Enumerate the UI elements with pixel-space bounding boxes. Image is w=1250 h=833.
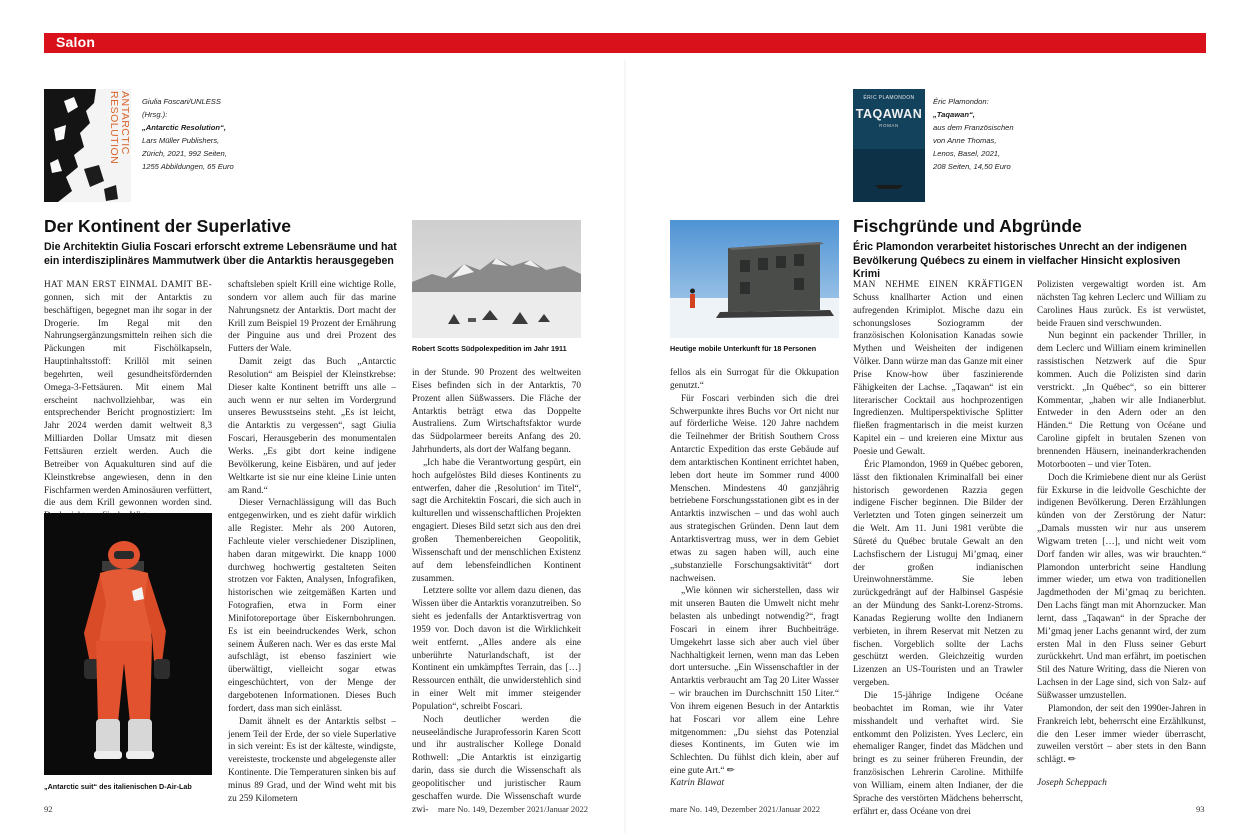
column-5-paragraph-2: Éric Plamondon, 1969 in Québec geboren, lässt den fiktionalen Kriminalfall bei einer historisch gewordenen Razzia gegen indigene Fischer beginnen. Die Bilder der Verletzten und Toten gingen seinerzeit um die Welt. Am 11. Juni 1981 verübte die Sûreté du Québec brutale Gewalt an den Lachsfischern der Listuguj Mi’gmaq, einer der großen indianischen Ureinwohnerstämme. Sie leben zurückgedrängt auf der Halbinsel Gaspésie an der Mündung des Sankt-Lorenz-Stroms. Kanadas Regierung wollte den Indianern verbieten, in ihrem Reservat mit Netzen zu fischen. Vorgeblich sollte der Lachs geschützt werden. Gleichzeitig wurden Lizenzen an US-Touristen und an Trawler vergeben.: [853, 459, 1023, 689]
book-translation: aus dem Französischen: [933, 123, 1014, 132]
folio-right: mare No. 149, Dezember 2021/Januar 2022: [670, 804, 821, 814]
column-5-paragraph-3: Die 15-jährige Indigene Océane beobachtet im Roman, wie ihr Vater misshandelt und verhaftet wird. Sie entkommt den Polizisten. Yves Leclerc, ein ehemaliger Ranger, findet das Mädchen und bringt es zu seiner früheren Freundin, der französischen Lehrerin Caroline. Mithilfe von William, einem alten Indianer, der die Sprache des verstörten Mädchens beherrscht, erfährt er, dass Océane von drei: [853, 691, 1023, 817]
article-column-2: [228, 279, 396, 804]
column-3-paragraph-3: Letztere sollte vor allem dazu dienen, das Wissen über die Antarktis voranzutreiben. So sieht es jedenfalls der Antarktisvertrag von 1959 vor. Doch davon ist die Wirklichkeit weit entfernt. „Alles andere als eine unberührte Naturlandschaft, ist der Kontinent ein umkämpftes Terrain, das […] Ressourcen enthält, die unwiderstehlich sind in einer Welt mit immer steigender Population“, schreibt Foscari.: [412, 586, 581, 712]
book-publisher-right: Lenos, Basel, 2021,: [933, 149, 1001, 158]
book-place-pages: Zürich, 2021, 992 Seiten,: [142, 149, 227, 158]
book-pages-price: 208 Seiten, 14,50 Euro: [933, 162, 1011, 171]
column-2-paragraph-1: schaftsleben spielt Krill eine wichtige Rolle, sondern vor allem auch für das marine Nahrungsnetz der Antarktis. Dort macht der Krill zum Beispiel 19 Prozent der Ernährung der Pinguine aus und drei Prozent des Futters der Wale.: [228, 280, 396, 355]
book-editor: Giulia Foscari/UNLESS: [142, 97, 221, 106]
book-cover-antarctic-resolution: [44, 89, 131, 202]
column-5-paragraph-1: Schuss knallharter Action und einen aufregenden Krimiplot. Mische dazu ein schonungsloses Soziogramm der französischen Kolonisation Kanadas sowie Mythen und Weisheiten der indigenen Völker. Dann würze man das Ganze mit einer Prise Know-how über faszinierende Fähigkeiten der Lachse. „Taqawan“ ist ein literarischer Cocktail aus hochprozentigen Ingredienzen. Multiperspektivische Splitter fließen fragmentarisch in die meist kurzen Kapitel ein – und kreieren eine Mixtur aus Poesie und Gewalt.: [853, 292, 1023, 457]
column-2-paragraph-4: Damit ähnelt es der Antarktis selbst – jenem Teil der Erde, der so viele Superlative in sich vereint: Es ist der kälteste, windigste, vereisteste, trockenste und abgelegenste aller Kontinente. Die Temperaturen sinken bis auf minus 89 Grad, und der Wind weht mit bis zu 259 Kilometern: [228, 716, 396, 804]
caption-antarctic-suit: „Antarctic suit“ des italienischen D-Air-Lab: [44, 782, 192, 791]
lead-in-caps: HAT MAN ERST EINMAL DAMIT BE-: [44, 280, 212, 290]
page-gutter: [624, 60, 626, 833]
article-column-4: [670, 367, 839, 777]
photo-mobile-unit: [670, 220, 839, 338]
book-details-left: [142, 95, 252, 173]
cover-title-taqawan: TAQAWAN: [855, 107, 923, 121]
article-column-5: [853, 279, 1023, 817]
column-6-paragraph-1: Polizisten vergewaltigt worden ist. Am nächsten Tag kehren Leclerc und William zu Carolines Haus zurück. Es ist verwüstet, beide Frauen sind verschwunden.: [1037, 280, 1206, 329]
book-title-right: „Taqawan“,: [933, 110, 975, 119]
column-3-paragraph-2: „Ich habe die Verantwortung gespürt, ein hoch aufgelöstes Bild dieses Kontinents zu entwerfen, daher die ‚Resolution‘ im Titel“, sagt die Architektin Foscari, die sich auch in kulturellen und wissenschaftlichen Projekten engagiert. Dieses Bild setzt sich aus den drei großen Themenbereichen Geopolitik, Wissenschaft und der menschlichen Existenz auf dem lebensfeindlichen Kontinent zusammen.: [412, 457, 581, 584]
headline-right: Fischgründe und Abgründe: [853, 216, 1082, 236]
deck-right: Éric Plamondon verarbeitet historisches Unrecht an der indigenen Bevölkerung Québecs zu einem in vielfacher Hinsicht explosiven Krimi: [853, 241, 1187, 280]
book-translator: von Anne Thomas,: [933, 136, 997, 145]
column-3-paragraph-4: Noch deutlicher werden die neuseeländische Juraprofessorin Karen Scott und ihr australischer Kollege Donald Rothwell: „Die Antarktis ist einzigartig darin, dass sie durch die Wissenschaft als geopolitischer und juristischer Raum geschaffen wurde. Die Wissenschaft wurde zwi-: [412, 714, 581, 815]
section-title: Salon: [56, 34, 96, 50]
book-illustrations-price: 1255 Abbildungen, 65 Euro: [142, 162, 234, 171]
page-number-left: 92: [44, 804, 53, 814]
page-number-right: 93: [1196, 804, 1205, 814]
column-6-paragraph-4: Plamondon, der seit den 1990er-Jahren in Frankreich lebt, beherrscht eine Erzählkunst, die den Leser immer wieder überrascht, zuweilen verstört – aber stets in den Bann schlägt. ✏: [1037, 703, 1206, 766]
book-publisher: Lars Müller Publishers,: [142, 136, 220, 145]
article-column-1: [44, 279, 212, 509]
cover-subtitle: ROMAN: [879, 123, 899, 128]
section-banner: [44, 33, 1206, 53]
column-6-paragraph-3: Doch die Krimiebene dient nur als Gerüst für Exkurse in die leidvolle Geschichte der indigenen Bevölkerung. Deren Erzählungen künden von der Zerstörung der Natur: „Damals mussten wir nur aus unserem Wigwam treten […], und nicht weit vom Dorf fanden wir alles, was wir brauchten.“ Plamondon unterbricht seine Handlung immer wieder, um etwa von traditionellen Jagdmethoden der Mi’gmaq zu berichten. Den Lachs fängt man mit Ahornzucker. Man lernt, dass „Taqawan“ in der Sprache der Mi’gmaq jener Lachs genannt wird, der zum ersten Mal in den Fluss seiner Geburt zurückkehrt. Und man erfährt, im poetischen Stil des Nature Writing, dass die Nieren von Lachsen in der Lage sind, sich von Salz- auf Süßwasser umzustellen.: [1037, 472, 1206, 701]
photo-scott-expedition: [412, 220, 581, 338]
column-4-paragraph-1: fellos als ein Surrogat für die Okkupation genutzt.“: [670, 368, 839, 391]
deck-left: Die Architektin Giulia Foscari erforscht extreme Lebensräume und hat ein interdisziplinäres Mammutwerk über die Antarktis herausgegeben: [44, 241, 397, 267]
column-4-paragraph-3: „Wie können wir sicherstellen, dass wir mit unseren Bauten die Umwelt nicht mehr belasten als unbedingt notwendig?“, fragt Foscari in einem ihrer Buchbeiträge. Umgekehrt lasse sich aber auch viel über Nachhaltigkeit lernen, wenn man das Leben dort untersuche. „Ein Wissenschaftler in der Antarktis verbraucht am Tag 20 Liter Wasser – wir brauchen im Durchschnitt 150 Liter.“ Von ihrem eigenen Besuch in der Antarktis hat Foscari vor allem eine Lehre mitgenommen: „Du siehst das Potenzial dieses Kontinents, im Guten wie im Schlechten. Du fühlst dich klein, aber auf eine gute Art.“ ✏: [670, 586, 839, 777]
folio-left: mare No. 149, Dezember 2021/Januar 2022: [438, 804, 589, 814]
book-author: Éric Plamondon:: [933, 97, 989, 106]
column-2-paragraph-3: Dieser Vernachlässigung will das Buch entgegenwirken, und es zieht dafür wirklich alle Register. Mehr als 200 Autoren, Fachleute vieler verschiedener Disziplinen, haben daran mitgewirkt. Die knapp 1000 durchweg hochwertig gestalteten Seiten strotzen vor Fakten, Analysen, Infografiken, historischen wie zeitgemäßen Karten und Fotografien, etwa in Form einer Minifotoreportage über Eiskernbohrungen. Es ist ein beeindruckendes Werk, schon seinem Äußeren nach. Wer es das erste Mal aufschlägt, ist ebenso fasziniert wie überwältigt, vielleicht sogar etwas eingeschüchtert, von der Menge der dargebotenen Informationen. Dieses Buch fordert, dass man sich einlässt.: [228, 498, 396, 714]
column-6-paragraph-2: Nun beginnt ein packender Thriller, in dem Leclerc und William einem kriminellen rassistischen Netzwerk auf die Spur kommen. Auch die Polizisten sind darin verstrickt. „In Québec“, so ein bitterer Kommentar, „haben wir alle Indianerblut. Entweder in den Adern oder an den Händen.“ Die Rettung von Océane und Caroline gipfelt in brutalen Szenen von brennenden Häusern, ineinanderkrachenden Motorbooten – und vier Toten.: [1037, 331, 1206, 470]
author-katrin-blawat: Katrin Blawat: [670, 778, 725, 788]
column-4-paragraph-2: Für Foscari verbinden sich die drei Schwerpunkte ihres Buchs vor Ort nicht nur auf förderliche Weise. 120 Jahre nachdem die Teilnehmer der British Southern Cross Antarctic Expedition das erste Gebäude auf dem antarktischen Kontinent errichtet haben, leben dort heute im Sommer rund 4000 Menschen. Mindestens 40 ganzjährig betriebene Forschungsstationen gibt es in der Antarktis inzwischen – und das wohl auch aus strategischen Gründen. Denn laut dem Antarktisvertrag muss, wer in dem Gebiet etwas zu sagen haben will, auch eine „substanzielle Forschungsaktivität“ dort nachweisen.: [670, 393, 839, 584]
book-cover-taqawan: [853, 89, 925, 202]
book-details-right: [933, 95, 1053, 173]
caption-scott-expedition: Robert Scotts Südpolexpedition im Jahr 1911: [412, 344, 567, 353]
headline-left: Der Kontinent der Superlative: [44, 216, 291, 236]
photo-antarctic-suit: [44, 513, 212, 775]
book-title: „Antarctic Resolution“,: [142, 123, 226, 132]
column-1-text: gonnen, sich mit der Antarktis zu beschäftigen, begegnet man ihr sogar in der Drogerie. Im Regal mit den Nahrungsergänzungsmitteln reihen sich die Päckungen mit Fischölkapseln, Hauptinhaltsstoff: Krillöl mit seinen begehrten, weil gesundheitsfördernden Omega-3-Fettsäuren. Mit einem Mal erscheint nachvollziehbar, was ein entsprechender Bericht prognostiziert: Im Jahr 2024 werden damit weltweit 8,3 Milliarden Dollar Umsatz mit diesen Fettsäuren erzielt werden. Auch die Betreiber von Aquakulturen sind auf die Kleinstkrebse angewiesen, denn in den Fischfarmen werden Aminosäuren verfüttert, die aus dem Krill gewonnen worden sind.: [44, 292, 212, 509]
author-joseph-scheppach: Joseph Scheppach: [1037, 778, 1107, 788]
cover-title: ANTARCTIC RESOLUTION: [108, 91, 131, 165]
article-column-6: [1037, 279, 1206, 766]
column-2-paragraph-2: Damit zeigt das Buch „Antarctic Resolution“ am Beispiel der Kleinstkrebse: Dieser kalte Kontinent betrifft uns alle – auch wenn er nur selten im Vordergrund unseres Bewusstseins steht. „Es ist leicht, die Antarktis zu vergessen“, sagt Giulia Foscari, Herausgeberin des monumentalen Werks. „Es gibt dort keine indigene Bevölkerung, keine Eisbären, und auf jeder Weltkarte ist sie nur eine kleine Linie unten am Rand.“: [228, 357, 396, 496]
cover-author: ÉRIC PLAMONDON: [863, 95, 915, 101]
lead-in-caps-right: MAN NEHME EINEN KRÄFTIGEN: [853, 280, 1023, 290]
book-editor-role: (Hrsg.):: [142, 110, 168, 119]
caption-mobile-unit: Heutige mobile Unterkunft für 18 Personen: [670, 344, 817, 353]
column-3-paragraph-1: in der Stunde. 90 Prozent des weltweiten Eises befinden sich in der Antarktis, 70 Prozent allen Süßwassers. Die Fläche der Antarktis beträgt etwa das Doppelte Australiens. Zum Wirtschaftsfaktor wurde das Südpolarmeer bereits Anfang des 20. Jahrhunderts, als dort der Walfang begann.: [412, 368, 581, 456]
